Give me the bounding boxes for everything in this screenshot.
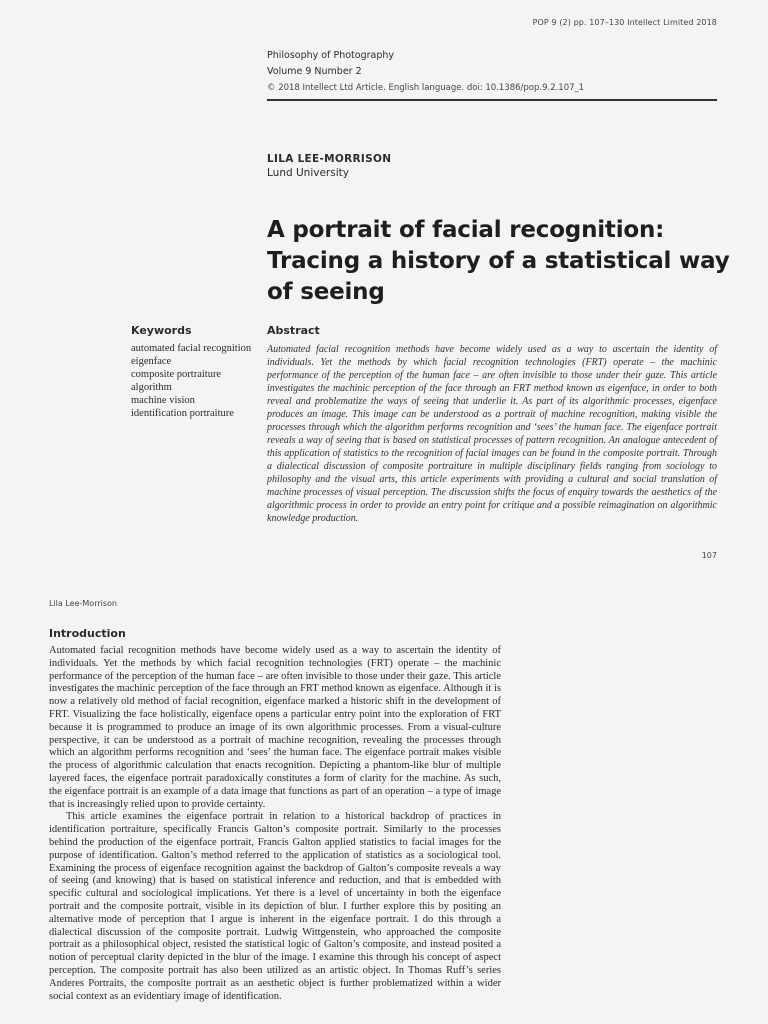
keyword-item: algorithm — [131, 382, 172, 393]
journal-name: Philosophy of Photography — [267, 50, 395, 61]
keyword-item: composite portraiture — [131, 369, 222, 380]
abstract-heading: Abstract — [267, 324, 320, 337]
keyword-item: identification portraiture — [131, 408, 234, 419]
article-title: A portrait of facial recognition: Tracing a history of a statistical way of seeing — [267, 217, 730, 305]
header-divider — [267, 99, 717, 101]
keywords-heading: Keywords — [131, 324, 192, 337]
author-affiliation: Lund University — [267, 167, 349, 179]
journal-doi: © 2018 Intellect Ltd Article. English language. doi: 10.1386/pop.9.2.107_1 — [267, 83, 585, 93]
body-paragraph: Automated facial recognition methods have become widely used as a way to ascertain the identity of individuals. Yet the methods by which facial recognition technologies (FRT) operate – the machinic performance of the perception of the human face – are often invisible to those under their gaze. This article investigates the machinic perception of the face through an FRT method known as eigenface. Although it is now a relatively old method of facial recognition, eigenface marked a historic shift in the development of FRT. Visualizing the face holistically, eigenface opens a particular entry point into the exploration of FRT because it is programmed to produce an image of its own algorithmic processes. From a visual-culture perspective, it can be understood as a portrait of machine recognition, revealing the processes through which an algorithm performs recognition and ‘sees’ the human face. The eigenface portrait makes visible the process of algorithmic calculation that enacts recognition. Depicting a phantom-like blur of multiple layered faces, the eigenface portrait paradoxically constitutes a form of clarity for the machine. As such, the eigenface portrait is an example of a data image that functions as part of an operation – a type of image that is increasingly relied upon to provide certainty. — [49, 645, 501, 810]
body-paragraph: This article examines the eigenface portrait in relation to a historical backdrop of practices in identification portraiture, specifically Francis Galton’s composite portrait. Similarly to the processes behind the production of the eigenface portrait, Francis Galton applied statistics to facial images for the purpose of identification. Galton’s method referred to the application of statistics as a sociological tool. Examining the process of eigenface recognition against the backdrop of Galton’s composite reveals a way of seeing (and knowing) that is based on statistical inference and reduction, and that is embedded with specific cultural and sociological implications. Yet there is a level of uncertainty in both the eigenface portrait and the composite portrait, visible in its depiction of blur. I further explore this by positing an alternative mode of perception that I argue is inherent in the eigenface portrait. I do this through a dialectical discussion of the composite portrait. Ludwig Wittgenstein, who approached the composite portrait as a philosophical object, resisted the statistical logic of Galton’s composite, and instead posited a notion of perceptual clarity depicted in the blur of the image. I examine this through his concept of aspect perception. The composite portrait has also been utilized as an artistic object. In Thomas Ruff’s series Anderes Portraits, the composite portrait as an aesthetic object is further problematized within a wider social context as an evidentiary image of identification. — [49, 811, 501, 1002]
introduction-body — [49, 645, 501, 1003]
introduction-heading: Introduction — [49, 627, 126, 640]
page-citation: POP 9 (2) pp. 107–130 Intellect Limited 2018 — [532, 18, 717, 27]
keyword-item: automated facial recognition — [131, 343, 252, 354]
page-number: 107 — [701, 551, 717, 560]
keyword-item: machine vision — [131, 395, 195, 406]
abstract-text: Automated facial recognition methods have become widely used as a way to ascertain the identity of individuals. Yet the methods by which facial recognition technologies (FRT) operate – the machinic performance of the perception of the human face – are often invisible to those under their gaze. This article investigates the machinic perception of the face through an FRT method known as eigenface, in order to both reveal and problematize the ways of seeing that underlie it. As part of its algorithmic processes, eigenface produces an image. This image can be understood as a portrait of machine recognition, making visible the processes through which the algorithm performs recognition and ‘sees’ the human face. The eigenface portrait reveals a way of seeing that is based on statistical processes of pattern recognition. An analogue antecedent of this application of statistics to the recognition of facial images can be found in the composite portrait. Through a dialectical discussion of composite portraiture in multiple disciplinary fields ranging from sociology to philosophy and the visual arts, this article experiments with providing a cultural and social translation of machine processes of visual perception. The discussion shifts the focus of enquiry towards the aesthetics of the algorithmic process in order to provide an entry point for critique and a possible reimagination on algorithmic knowledge production. — [267, 344, 717, 524]
running-head: Lila Lee-Morrison — [49, 599, 117, 608]
keyword-item: eigenface — [131, 356, 172, 367]
author-name: LILA LEE-MORRISON — [267, 153, 392, 165]
journal-header — [267, 48, 584, 96]
keywords-list — [131, 342, 256, 420]
journal-volume: Volume 9 Number 2 — [267, 66, 362, 77]
author-block — [267, 152, 391, 180]
